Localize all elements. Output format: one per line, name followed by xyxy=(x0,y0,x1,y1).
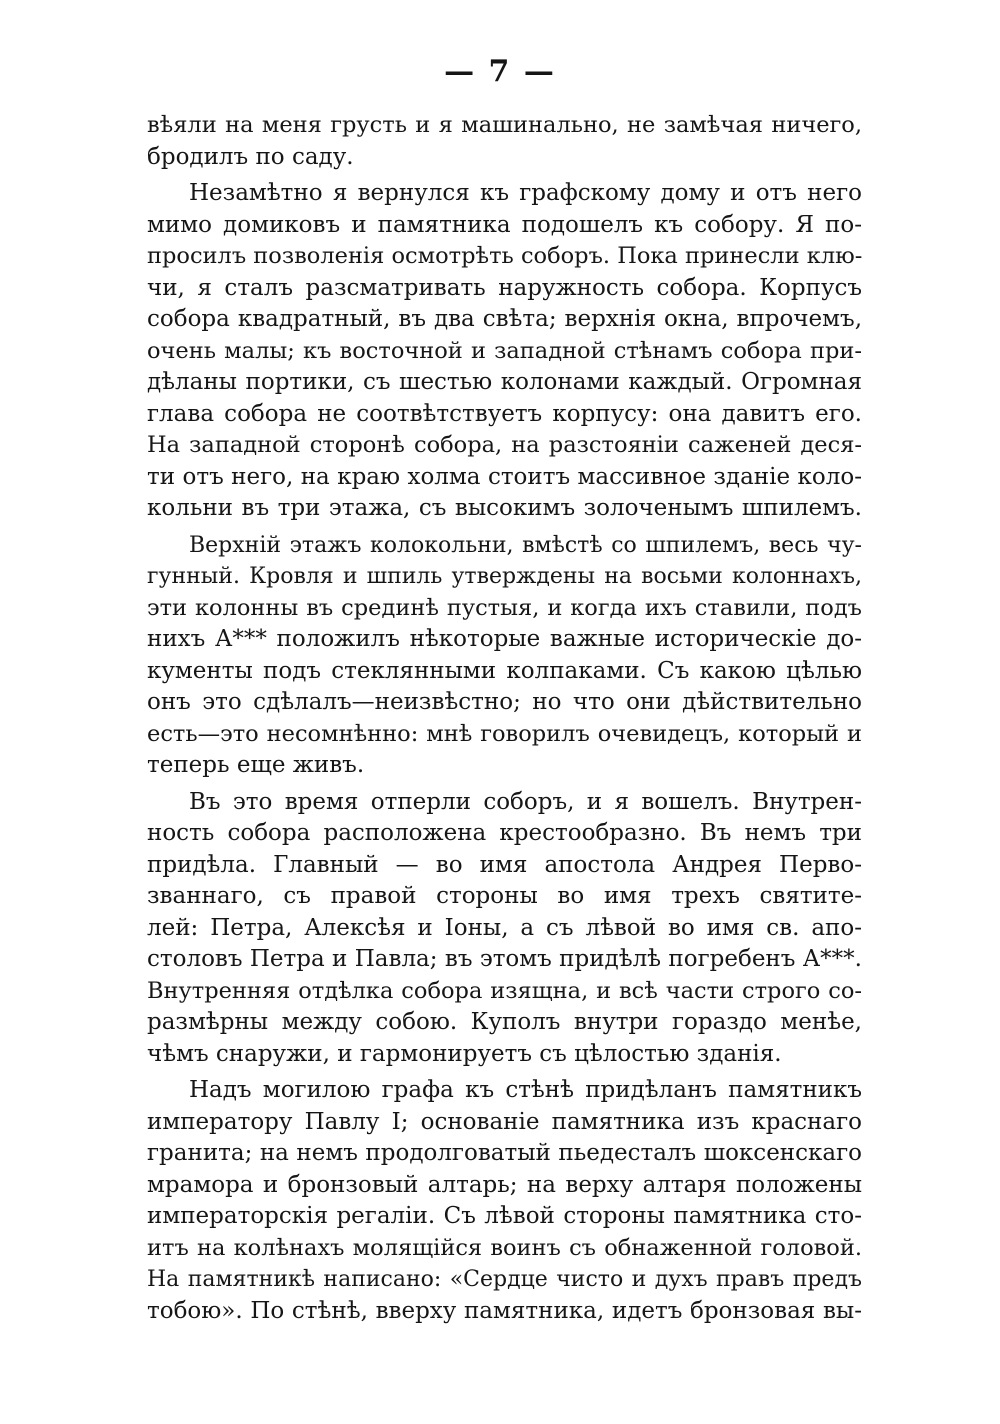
text-line: императору Павлу I; основаніе памятника изъ краснаго xyxy=(147,1108,862,1135)
text-line: ность собора расположена крестообразно. Въ немъ три xyxy=(147,820,862,846)
text-line: Внутренняя отдѣлка собора изящна, и всѣ части строго со- xyxy=(147,977,862,1004)
text-line: ти отъ него, на краю холма стоитъ массивное зданіе коло- xyxy=(147,463,862,490)
text-line: столовъ Петра и Павла; въ этомъ придѣлѣ погребенъ А***. xyxy=(147,946,862,972)
text-line: мрамора и бронзовый алтарь; на верху алтаря положены xyxy=(147,1171,862,1198)
text-line: итъ на колѣнахъ молящійся воинъ съ обнаженной головой. xyxy=(147,1234,862,1261)
text-line: теперь еще живъ. xyxy=(147,752,365,778)
text-line: лей: Петра, Алексѣя и Іоны, а съ лѣвой во имя св. апо- xyxy=(147,914,862,941)
text-line: дѣланы портики, съ шестью колонами каждый. Огромная xyxy=(147,369,862,395)
text-line: кументы подъ стеклянными колпаками. Съ какою цѣлью xyxy=(147,657,862,684)
text-line: Надъ могилою графа къ стѣнѣ придѣланъ памятникъ xyxy=(189,1077,862,1103)
text-line: кольни въ три этажа, съ высокимъ золоченымъ шпилемъ. xyxy=(147,495,862,521)
text-line: придѣла. Главный — во имя апостола Андрея Перво- xyxy=(147,851,862,878)
text-line: Въ это время отперли соборъ, и я вошелъ. Внутрен- xyxy=(189,788,862,815)
text-line: эти колонны въ срединѣ пустыя, и когда ихъ ставили, подъ xyxy=(147,594,862,621)
text-line: онъ это сдѣлалъ—неизвѣстно; но что они дѣйствительно xyxy=(147,689,862,715)
text-line: На памятникѣ написано: «Сердце чисто и духъ правъ предъ xyxy=(147,1267,862,1292)
text-line: Незамѣтно я вернулся къ графскому дому и отъ него xyxy=(189,180,862,206)
text-line: вѣяли на меня грусть и я машинально, не замѣчая ничего, xyxy=(147,112,862,138)
text-line: мимо домиковъ и памятника подошелъ къ собору. Я по- xyxy=(147,211,862,238)
text-line: чи, я сталъ разсматривать наружность собора. Корпусъ xyxy=(147,274,862,301)
text-line: На западной сторонѣ собора, на разстояніи саженей деся- xyxy=(147,432,862,458)
text-line: гранита; на немъ продолговатый пьедесталъ шоксенскаго xyxy=(147,1140,862,1166)
text-line: тобою». По стѣнѣ, вверху памятника, идетъ бронзовая вы- xyxy=(147,1297,862,1324)
text-line: нихъ А*** положилъ нѣкоторые важные историческіе до- xyxy=(147,626,862,652)
text-line: просилъ позволенія осмотрѣть соборъ. Пока принесли клю- xyxy=(147,243,862,269)
text-line: Верхній этажъ колокольни, вмѣстѣ со шпилемъ, весь чу- xyxy=(189,532,862,558)
text-line: императорскія регаліи. Съ лѣвой стороны памятника сто- xyxy=(147,1203,862,1229)
text-line: гунный. Кровля и шпиль утверждены на восьми колоннахъ, xyxy=(147,564,862,589)
text-line: бродилъ по саду. xyxy=(147,143,354,170)
text-line: глава собора не соотвѣтствуетъ корпусу: она давитъ его. xyxy=(147,400,862,427)
text-line: есть—это несомнѣнно: мнѣ говорилъ очевидецъ, который и xyxy=(147,720,862,747)
text-line: чѣмъ снаружи, и гармонируетъ съ цѣлостью зданія. xyxy=(147,1040,782,1067)
text-line: званнаго, съ правой стороны во имя трехъ святите- xyxy=(147,883,862,909)
text-line: очень малы; къ восточной и западной стѣнамъ собора при- xyxy=(147,337,862,364)
page-number: — 7 — xyxy=(444,54,556,89)
text-line: размѣрны между собою. Куполъ внутри гораздо менѣе, xyxy=(147,1009,862,1035)
text-line: собора квадратный, въ два свѣта; верхнія окна, впрочемъ, xyxy=(147,306,862,332)
page-text xyxy=(147,110,862,1327)
